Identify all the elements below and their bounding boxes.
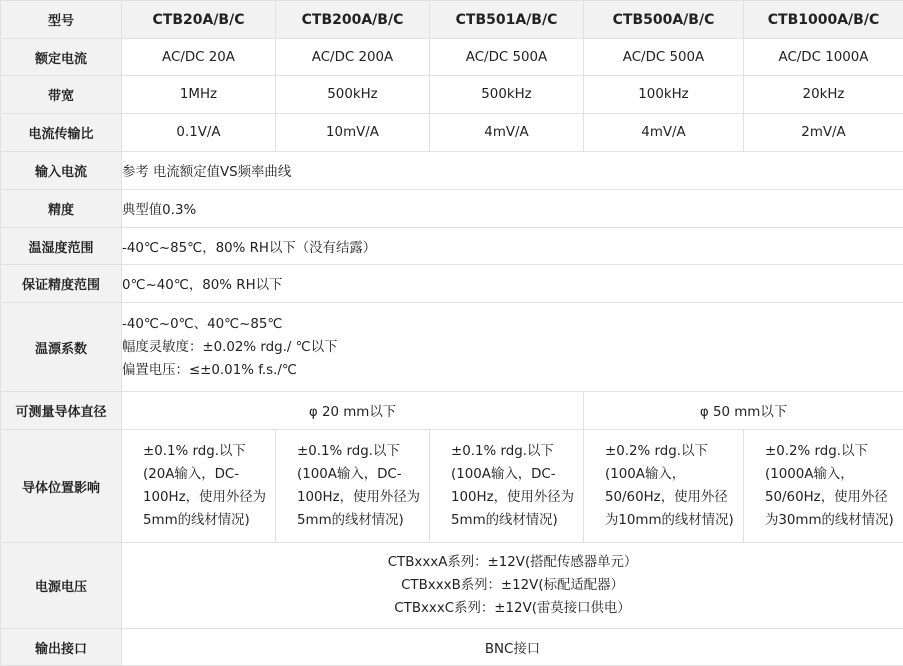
row-label: 温漂系数 [1, 303, 122, 392]
row-label: 电流传输比 [1, 114, 122, 152]
text-line: 5mm的线材情况) [143, 513, 250, 528]
text-line: 为30mm的线材情况) [765, 513, 894, 528]
header-label: 型号 [1, 1, 122, 39]
power-supply-row [1, 543, 903, 629]
rated-current-cell: AC/DC 200A [276, 39, 430, 76]
text-line: ±0.2% rdg.以下 [765, 444, 868, 459]
row-label: 输入电流 [1, 152, 122, 190]
power-supply-cell [122, 543, 903, 629]
text-line: (100A输入，DC- [297, 467, 402, 482]
ratio-cell: 2mV/A [744, 114, 903, 152]
output-interface-row [1, 629, 903, 666]
position-effect-row [1, 430, 903, 543]
text-line: ±0.1% rdg.以下 [143, 444, 246, 459]
text-line: CTBxxxC系列：±12V(雷莫接口供电） [394, 601, 631, 616]
bandwidth-cell: 1MHz [122, 76, 276, 114]
text-line: 幅度灵敏度：±0.02% rdg./ ℃以下 [122, 339, 338, 355]
input-current-row [1, 152, 903, 190]
model-header: CTB500A/B/C [584, 1, 744, 39]
guaranteed-range-row [1, 265, 903, 303]
header-row [1, 1, 903, 39]
output-interface-cell: BNC接口 [122, 629, 903, 666]
row-label: 电源电压 [1, 543, 122, 629]
text-line: ±0.1% rdg.以下 [297, 444, 400, 459]
conductor-diameter-cell: φ 20 mm以下 [122, 392, 584, 430]
position-effect-cell [584, 430, 744, 543]
guaranteed-range-cell: 0℃~40℃，80% RH以下 [122, 265, 903, 303]
text-line: 偏置电压：≤±0.01% f.s./℃ [122, 362, 297, 378]
text-line: 5mm的线材情况) [297, 513, 404, 528]
model-header: CTB200A/B/C [276, 1, 430, 39]
ratio-cell: 10mV/A [276, 114, 430, 152]
row-label: 导体位置影响 [1, 430, 122, 543]
rated-current-cell: AC/DC 500A [430, 39, 584, 76]
ratio-cell: 4mV/A [430, 114, 584, 152]
position-effect-cell [430, 430, 584, 543]
row-label: 精度 [1, 190, 122, 228]
text-line: 5mm的线材情况) [451, 513, 558, 528]
conductor-diameter-cell: φ 50 mm以下 [584, 392, 903, 430]
model-header: CTB501A/B/C [430, 1, 584, 39]
position-effect-cell [276, 430, 430, 543]
text-line: 为10mm的线材情况) [605, 513, 734, 528]
text-line: (100A输入， [605, 467, 686, 482]
temp-humidity-cell: -40℃~85℃，80% RH以下（没有结露） [122, 228, 903, 265]
temp-humidity-row [1, 228, 903, 265]
bandwidth-cell: 20kHz [744, 76, 903, 114]
row-label: 保证精度范围 [1, 265, 122, 303]
bandwidth-cell: 100kHz [584, 76, 744, 114]
row-label: 额定电流 [1, 39, 122, 76]
position-effect-cell [744, 430, 903, 543]
input-current-cell: 参考 电流额定值VS频率曲线 [122, 152, 903, 190]
model-header: CTB20A/B/C [122, 1, 276, 39]
text-line: CTBxxxB系列：±12V(标配适配器） [401, 578, 624, 593]
text-line: 100Hz，使用外径为 [451, 490, 574, 505]
bandwidth-cell: 500kHz [430, 76, 584, 114]
ratio-row [1, 114, 903, 152]
row-label: 输出接口 [1, 629, 122, 666]
accuracy-row [1, 190, 903, 228]
ratio-cell: 4mV/A [584, 114, 744, 152]
temp-coefficient-cell [122, 303, 903, 392]
text-line: (20A输入，DC- [143, 467, 240, 482]
rated-current-cell: AC/DC 1000A [744, 39, 903, 76]
temp-coefficient-row [1, 303, 903, 392]
bandwidth-row [1, 76, 903, 114]
text-line: 100Hz，使用外径为 [297, 490, 420, 505]
ratio-cell: 0.1V/A [122, 114, 276, 152]
text-line: 50/60Hz，使用外径 [605, 490, 728, 505]
text-line: 100Hz，使用外径为 [143, 490, 266, 505]
rated-current-cell: AC/DC 500A [584, 39, 744, 76]
row-label: 可测量导体直径 [1, 392, 122, 430]
position-effect-cell [122, 430, 276, 543]
text-line: -40℃~0℃、40℃~85℃ [122, 316, 283, 332]
row-label: 温湿度范围 [1, 228, 122, 265]
text-line: CTBxxxA系列：±12V(搭配传感器单元） [387, 555, 638, 570]
text-line: 50/60Hz，使用外径 [765, 490, 888, 505]
accuracy-cell: 典型值0.3% [122, 190, 903, 228]
text-line: ±0.2% rdg.以下 [605, 444, 708, 459]
bandwidth-cell: 500kHz [276, 76, 430, 114]
rated-current-cell: AC/DC 20A [122, 39, 276, 76]
row-label: 带宽 [1, 76, 122, 114]
text-line: (1000A输入， [765, 467, 854, 482]
text-line: (100A输入，DC- [451, 467, 556, 482]
text-line: ±0.1% rdg.以下 [451, 444, 554, 459]
rated-current-row [1, 39, 903, 76]
model-header: CTB1000A/B/C [744, 1, 903, 39]
conductor-diameter-row [1, 392, 903, 430]
